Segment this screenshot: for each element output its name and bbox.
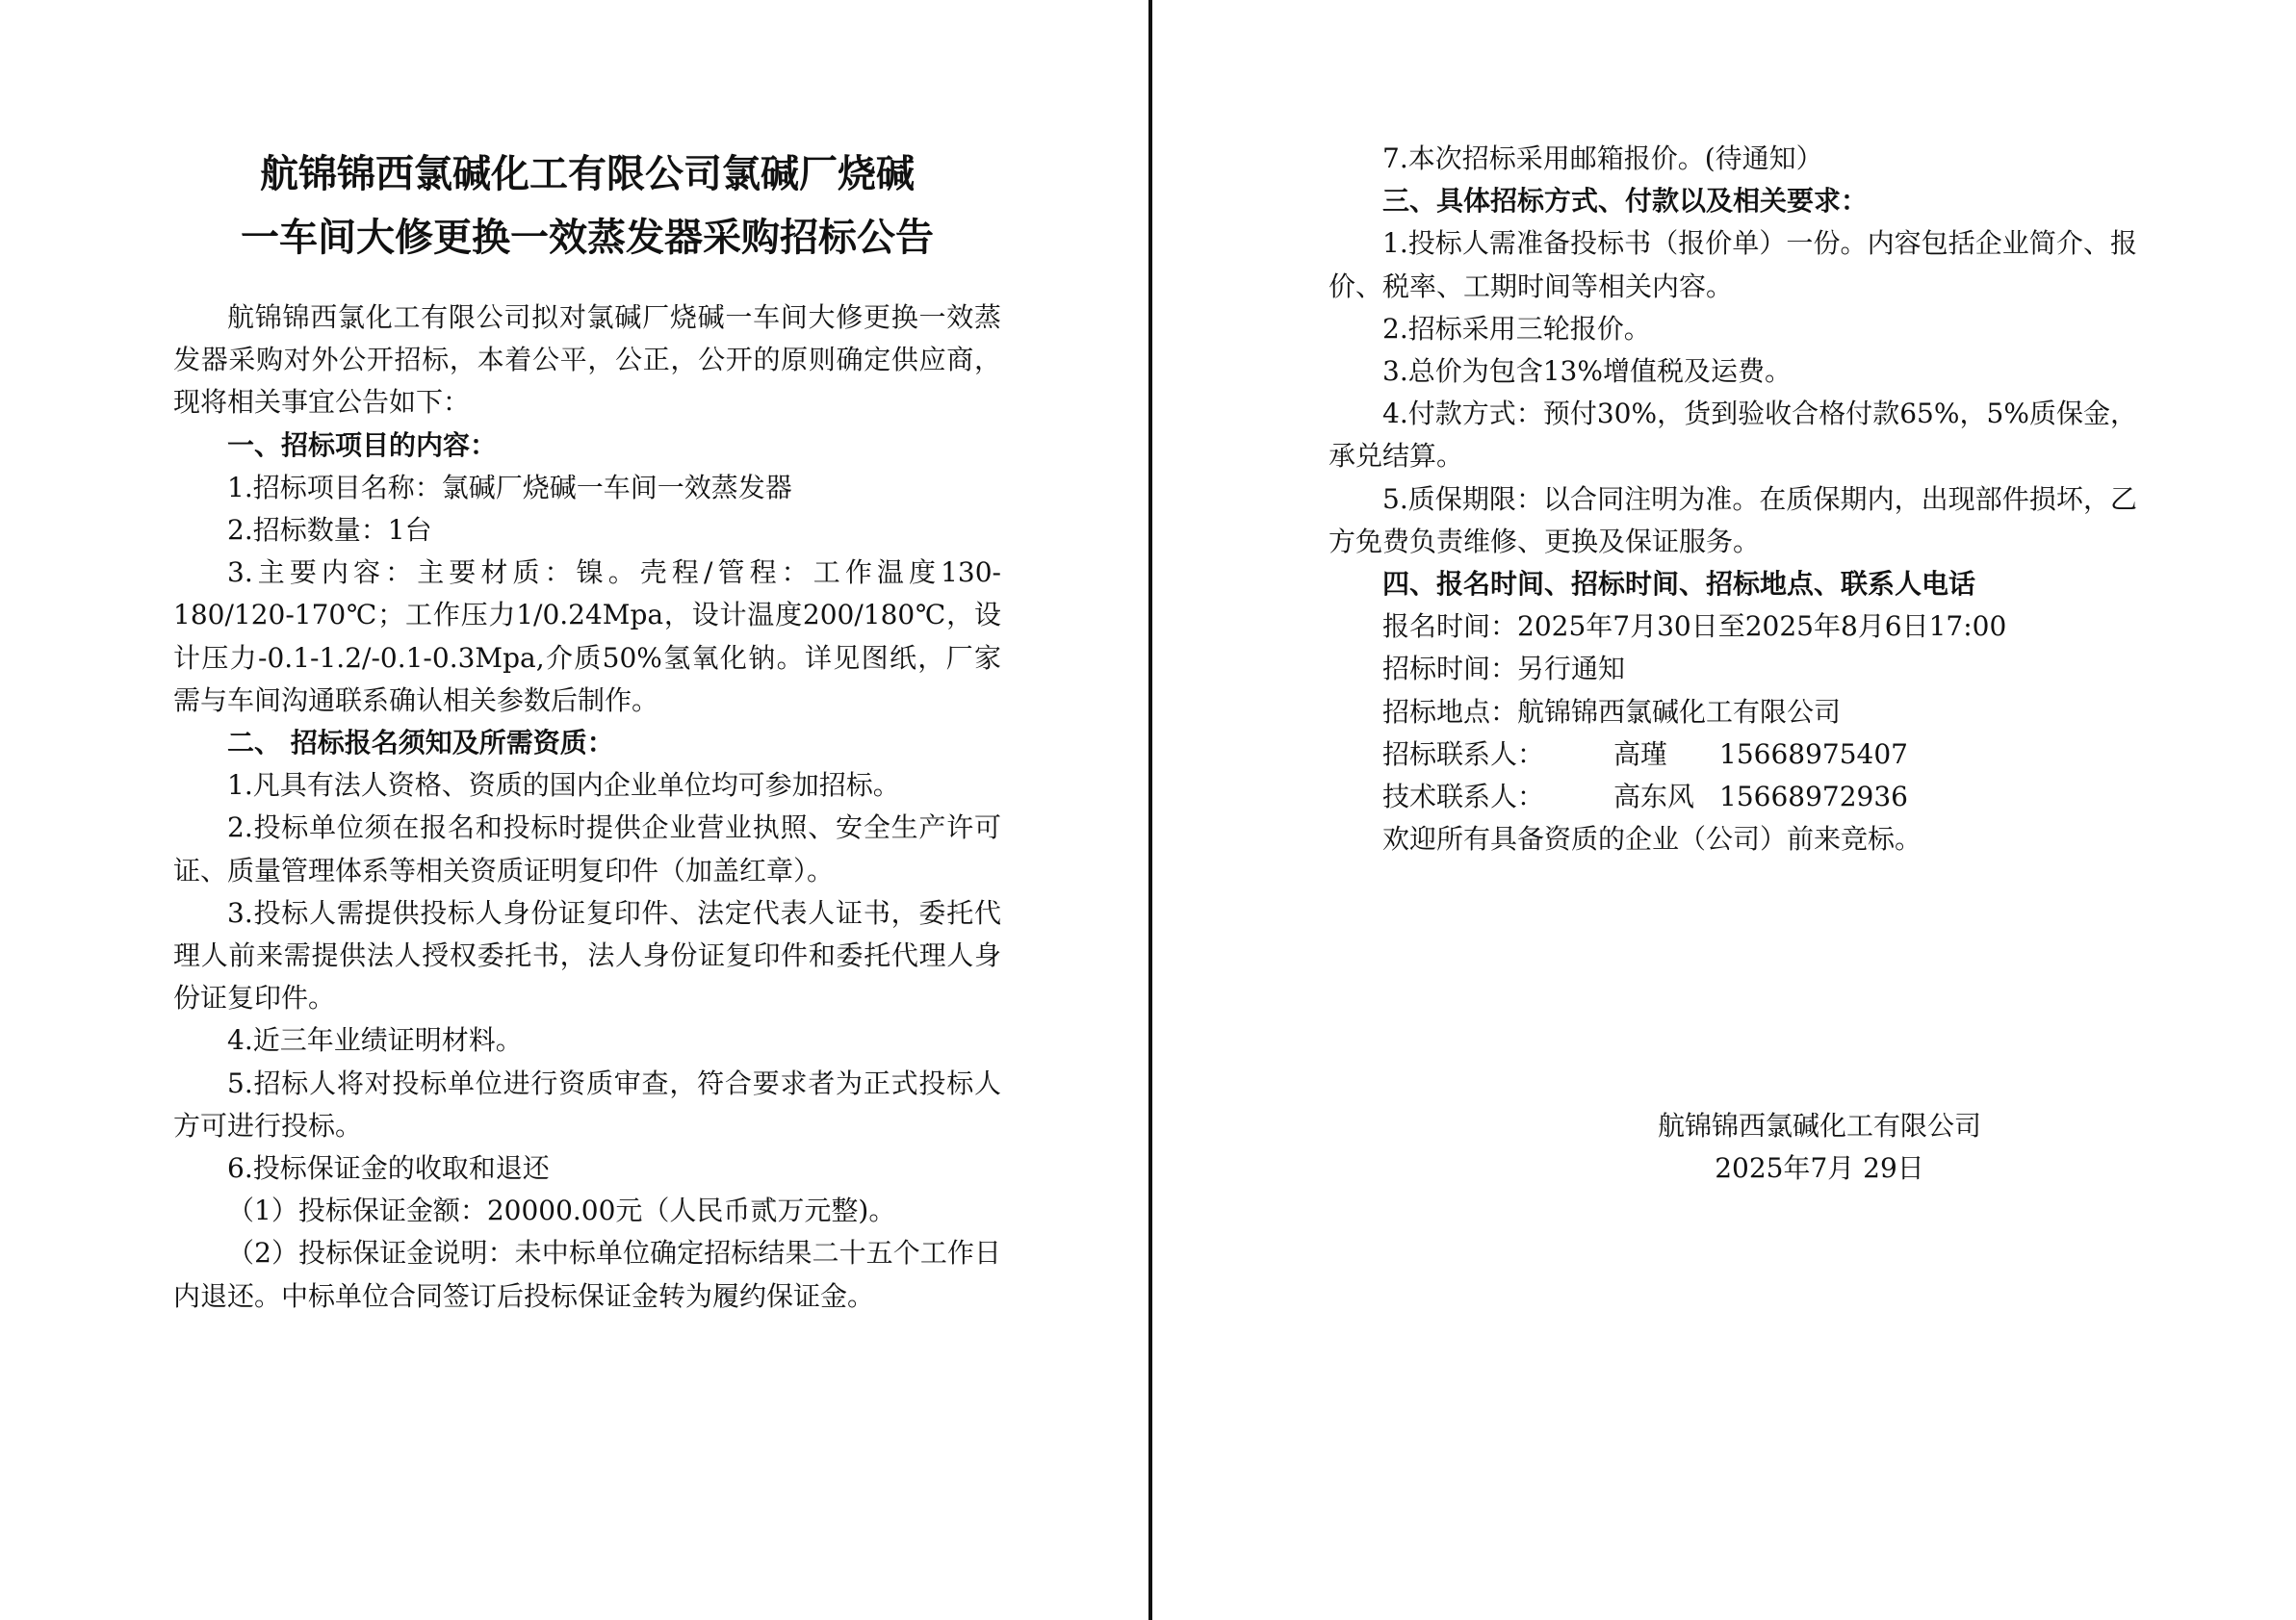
contact-phone: 15668975407 xyxy=(1719,737,1908,770)
contact-name: 高瑾 xyxy=(1613,737,1668,770)
paragraph: 3.主要内容：主要材质：镍。壳程/管程：工作温度130-180/120-170℃；工作压力1/0.24Mpa，设计温度200/180℃，设计压力-0.1-1.2/-0.1-0.3Mpa,介质50%氢氧化钠。详见图纸，厂家需与车间沟通联系确认相关参数后制作。 xyxy=(173,556,1001,716)
paragraph: 2.招标采用三轮报价。 xyxy=(1382,312,1651,345)
left-body-text xyxy=(173,296,1001,1318)
signature-date: 2025年7月 29日 xyxy=(1715,1152,1924,1184)
paragraph: 2.招标数量：1台 xyxy=(227,514,432,547)
paragraph: （1）投标保证金额：20000.00元（人民币贰万元整)。 xyxy=(227,1195,896,1227)
contact-row-technical xyxy=(1329,776,2137,818)
paragraph: （2）投标保证金说明：未中标单位确定招标结果二十五个工作日内退还。中标单位合同签订后投标保证金转为履约保证金。 xyxy=(173,1237,1001,1312)
contact-label: 招标联系人： xyxy=(1382,737,1545,770)
section-heading: 一、招标项目的内容： xyxy=(227,428,498,461)
paragraph: 2.投标单位须在报名和投标时提供企业营业执照、安全生产许可证、质量管理体系等相关资质证明复印件（加盖红章）。 xyxy=(173,811,1001,887)
paragraph: 4.近三年业绩证明材料。 xyxy=(227,1024,523,1057)
paragraph: 招标时间：另行通知 xyxy=(1382,653,1626,685)
page-divider xyxy=(1148,0,1152,1620)
right-body-text xyxy=(1329,138,2137,861)
paragraph: 5.招标人将对投标单位进行资质审查，符合要求者为正式投标人方可进行投标。 xyxy=(173,1067,1001,1142)
paragraph: 6.投标保证金的收取和退还 xyxy=(227,1152,550,1185)
paragraph: 招标地点：航锦锦西氯碱化工有限公司 xyxy=(1382,695,1842,728)
section-heading: 四、报名时间、招标时间、招标地点、联系人电话 xyxy=(1382,568,1976,601)
closing-line: 欢迎所有具备资质的企业（公司）前来竞标。 xyxy=(1382,823,1922,856)
contact-name: 高东风 xyxy=(1613,781,1695,813)
signature-block xyxy=(1329,1105,2137,1190)
paragraph: 5.质保期限：以合同注明为准。在质保期内，出现部件损坏，乙方免费负责维修、更换及保证服务。 xyxy=(1329,482,2137,557)
title-line-2: 一车间大修更换一效蒸发器采购招标公告 xyxy=(241,216,934,260)
notice-title xyxy=(173,142,1001,270)
contact-label: 技术联系人： xyxy=(1382,781,1545,813)
paragraph: 3.投标人需提供投标人身份证复印件、法定代表人证书，委托代理人前来需提供法人授权委托书，法人身份证复印件和委托代理人身份证复印件。 xyxy=(173,896,1001,1015)
paragraph: 报名时间：2025年7月30日至2025年8月6日17:00 xyxy=(1382,610,2007,643)
paragraph: 1.招标项目名称：氯碱厂烧碱一车间一效蒸发器 xyxy=(227,471,792,503)
signature-company: 航锦锦西氯碱化工有限公司 xyxy=(1657,1110,1981,1142)
paragraph: 4.付款方式：预付30%，货到验收合格付款65%，5%质保金，承兑结算。 xyxy=(1329,398,2137,473)
section-heading: 二、 招标报名须知及所需资质： xyxy=(227,727,614,759)
section-heading: 三、具体招标方式、付款以及相关要求： xyxy=(1382,185,1869,218)
title-line-1: 航锦锦西氯碱化工有限公司氯碱厂烧碱 xyxy=(260,152,915,196)
paragraph: 7.本次招标采用邮箱报价。(待通知） xyxy=(1382,142,1823,174)
paragraph: 1.投标人需准备投标书（报价单）一份。内容包括企业简介、报价、税率、工期时间等相关内容。 xyxy=(1329,227,2137,302)
paragraph: 1.凡具有法人资格、资质的国内企业单位均可参加招标。 xyxy=(227,769,900,802)
paragraph: 航锦锦西氯化工有限公司拟对氯碱厂烧碱一车间大修更换一效蒸发器采购对外公开招标，本着公平，公正，公开的原则确定供应商，现将相关事宜公告如下： xyxy=(173,301,1001,419)
contact-phone: 15668972936 xyxy=(1719,781,1908,813)
paragraph: 3.总价为包含13%增值税及运费。 xyxy=(1382,355,1792,388)
contact-row-bidding xyxy=(1329,733,2137,776)
